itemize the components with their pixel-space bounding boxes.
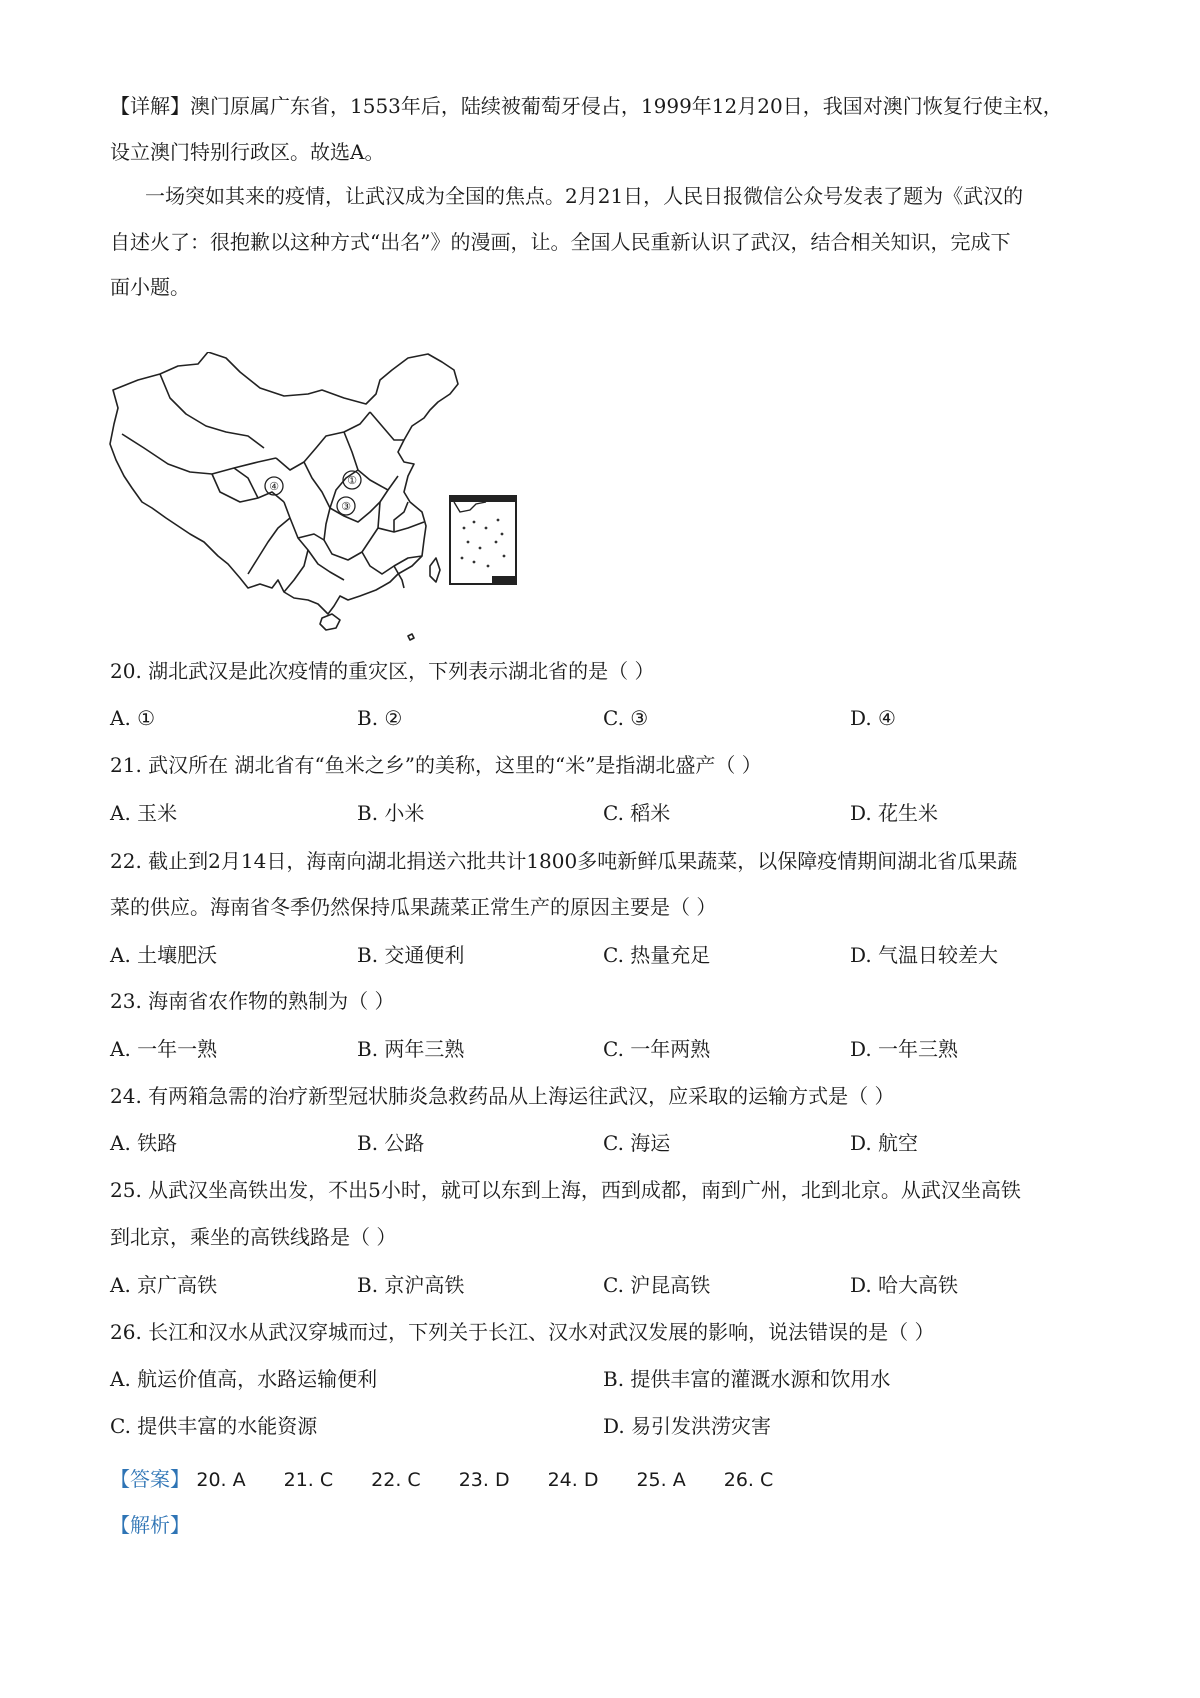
question-option: D. ④ [850,706,896,730]
analysis-tag: 【解析】 [110,1513,190,1537]
question-option: B. 小米 [357,801,425,825]
detail-line-1 [110,93,1063,119]
question-option: C. 沪昆高铁 [603,1273,711,1297]
question-option: B. 交通便利 [357,943,465,967]
answer-item: 21. C [283,1469,334,1491]
answer-item: 20. A [196,1469,246,1491]
answer-line [110,1466,811,1493]
china-map-outline [108,352,568,644]
question-option: C. 提供丰富的水能资源 [110,1414,318,1438]
question-option: D. 花生米 [850,801,939,825]
answer-item: 24. D [547,1469,599,1491]
intro-line-3: 面小题。 [110,275,190,299]
question-stem: 23. 海南省农作物的熟制为（ ） [110,989,395,1013]
question-stem: 22. 截止到2月14日，海南向湖北捐送六批共计1800多吨新鲜瓜果蔬菜，以保障疫情期间湖北省瓜果蔬 [110,849,1018,873]
question-stem: 26. 长江和汉水从武汉穿城而过，下列关于长江、汉水对武汉发展的影响，说法错误的是（ ） [110,1320,935,1344]
question-option: C. 稻米 [603,801,671,825]
question-stem: 到北京，乘坐的高铁线路是（ ） [110,1225,397,1249]
intro-line-2: 自述火了：很抱歉以这种方式“出名”》的漫画，让。全国人民重新认识了武汉，结合相关知识，完成下 [110,230,1011,254]
question-option: A. 京广高铁 [110,1273,218,1297]
question-stem: 24. 有两箱急需的治疗新型冠状肺炎急救药品从上海运往武汉，应采取的运输方式是（ ） [110,1084,895,1108]
detail-text-1: 澳门原属广东省，1553年后，陆续被葡萄牙侵占，1999年12月20日，我国对澳门恢复行使主权， [190,94,1063,118]
detail-line-2: 设立澳门特别行政区。故选A。 [110,140,385,164]
question-option: C. 一年两熟 [603,1037,711,1061]
question-option: D. 哈大高铁 [850,1273,959,1297]
map-label-1: ① [347,474,357,487]
answer-item: 23. D [458,1469,510,1491]
answer-item: 26. C [723,1469,774,1491]
intro-line-1: 一场突如其来的疫情，让武汉成为全国的焦点。2月21日，人民日报微信公众号发表了题为《武汉的 [145,184,1024,208]
question-stem: 25. 从武汉坐高铁出发，不出5小时，就可以东到上海，西到成都，南到广州，北到北京。从武汉坐高铁 [110,1178,1021,1202]
question-option: C. 热量充足 [603,943,711,967]
answer-tag: 【答案】 [110,1467,190,1491]
question-option: C. 海运 [603,1131,671,1155]
question-option: D. 易引发洪涝灾害 [603,1414,772,1438]
question-option: A. 土壤肥沃 [110,943,218,967]
question-option: A. 一年一熟 [110,1037,218,1061]
question-option: B. 京沪高铁 [357,1273,465,1297]
question-option: D. 一年三熟 [850,1037,959,1061]
question-stem: 20. 湖北武汉是此次疫情的重灾区，下列表示湖北省的是（ ） [110,659,655,683]
question-option: A. 航运价值高，水路运输便利 [110,1367,378,1391]
question-option: A. 铁路 [110,1131,178,1155]
question-option: D. 航空 [850,1131,919,1155]
answer-item: 25. A [636,1469,686,1491]
question-option: A. 玉米 [110,801,178,825]
question-option: B. 提供丰富的灌溉水源和饮用水 [603,1367,891,1391]
map-label-4: ④ [269,480,279,493]
question-stem: 21. 武汉所在 湖北省有“鱼米之乡”的美称，这里的“米”是指湖北盛产（ ） [110,753,762,777]
answer-items [196,1467,811,1491]
question-option: B. 公路 [357,1131,425,1155]
answer-item: 22. C [371,1469,421,1491]
map-label-3: ③ [341,500,351,513]
question-option: D. 气温日较差大 [850,943,999,967]
question-stem: 菜的供应。海南省冬季仍然保持瓜果蔬菜正常生产的原因主要是（ ） [110,895,717,919]
question-option: C. ③ [603,706,649,730]
question-option: B. ② [357,706,403,730]
question-option: B. 两年三熟 [357,1037,465,1061]
detail-tag: 【详解】 [110,94,190,118]
question-option: A. ① [110,706,156,730]
china-map-figure [108,352,568,644]
